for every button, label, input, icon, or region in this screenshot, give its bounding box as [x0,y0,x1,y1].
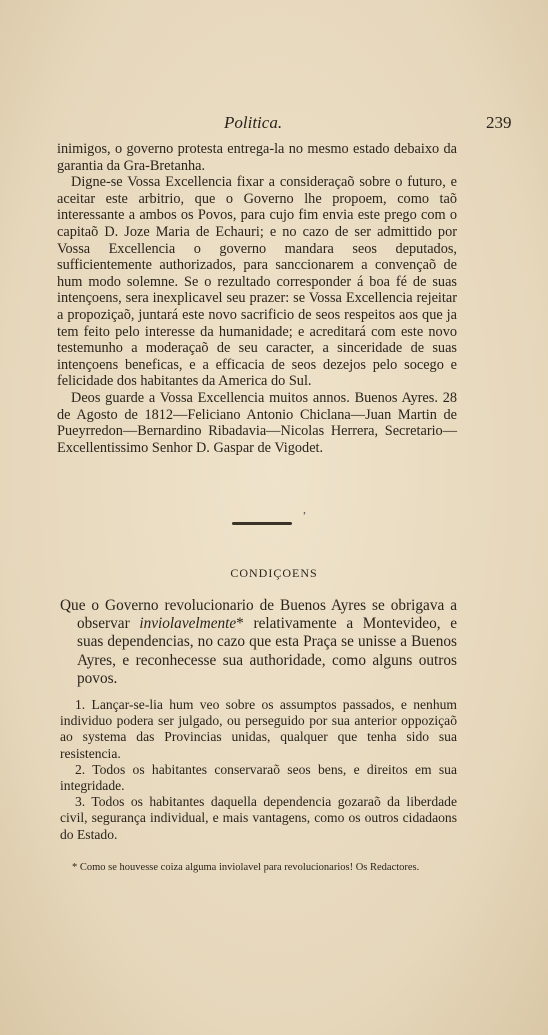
paragraph: inimigos, o governo protesta entrega-la no mesmo estado debaixo da garantia da Gra-Bretanha. [57,141,457,174]
intro-emphasis: inviolavelmente [139,615,237,633]
paragraph: Deos guarde a Vossa Excellencia muitos annos. Buenos Ayres. 28 de Agosto de 1812—Feliciano Antonio Chiclana—Juan Martin de Pueyrredon—Bernardino Ribadavia—Nicolas Herrera, Secretario—Excellentissimo Senhor D. Gaspar de Vigodet. [57,389,457,456]
footnote [60,861,457,874]
intro-text: Que o Governo revolucionario de Buenos Ayres se obrigava a observar [60,597,457,633]
page-header [0,113,548,137]
conditions-intro [60,597,457,688]
section-divider [232,522,292,525]
letter-body [57,141,457,456]
running-head: Politica. [224,113,283,132]
printers-mark: , [303,502,306,516]
intro-text: * relativamente a Montevideo, e suas dependencias, no cazo que esta Praça se unisse a Buenos Ayres, e reconhecesse sua authoridade, como alguns outros povos. [77,615,457,687]
condition-item: 2. Todos os habitantes conservaraõ seos bens, e direitos em sua integridade. [60,761,457,794]
condition-item: 3. Todos os habitantes daquella dependencia gozaraõ da liberdade civil, segurança individual, e mais vantagens, como os outros cidadaons do Estado. [60,794,457,842]
paragraph: Digne-se Vossa Excellencia fixar a consideraçaõ sobre o futuro, e aceitar este arbitrio, que o Governo lhe propoem, como taõ interessante a ambos os Povos, para cujo fim envia este prego com o capitaõ D. Joze Maria de Echauri; e no cazo de ser admittido por Vossa Excellencia o governo mandara seos deputados, sufficientemente authorizados, para sanccionarem a convençaõ de hum modo solemne. Se o rezultado corresponder á boa fé de suas intençoens, sera inexplicavel seu prazer: se Vossa Excellencia rejeitar a propoziçaõ, juntará este novo sacrificio de seos respeitos aos que ja tem feito pelo interesse da humanidade; e acreditará com este novo testemunho a moderaçaõ de seu caracter, a sinceridade de suas intençoens beneficas, e a efficacia de seos dezejos pelo socego e felicidade dos habitantes da America do Sul. [57,174,457,390]
page-number: 239 [486,113,512,132]
condition-item: 1. Lançar-se-lia hum veo sobre os assumptos passados, e nenhum individuo podera ser julgado, ou perseguido por sua anterior oppoziçaõ ao systema das Provincias unidas, qualquer que tenha sido sua resistencia. [60,697,457,761]
conditions-list [60,697,457,843]
section-title: CONDIÇOENS [230,566,318,580]
footnote-text: * Como se houvesse coiza alguma inviolavel para revolucionarios! Os Redactores. [72,862,420,873]
